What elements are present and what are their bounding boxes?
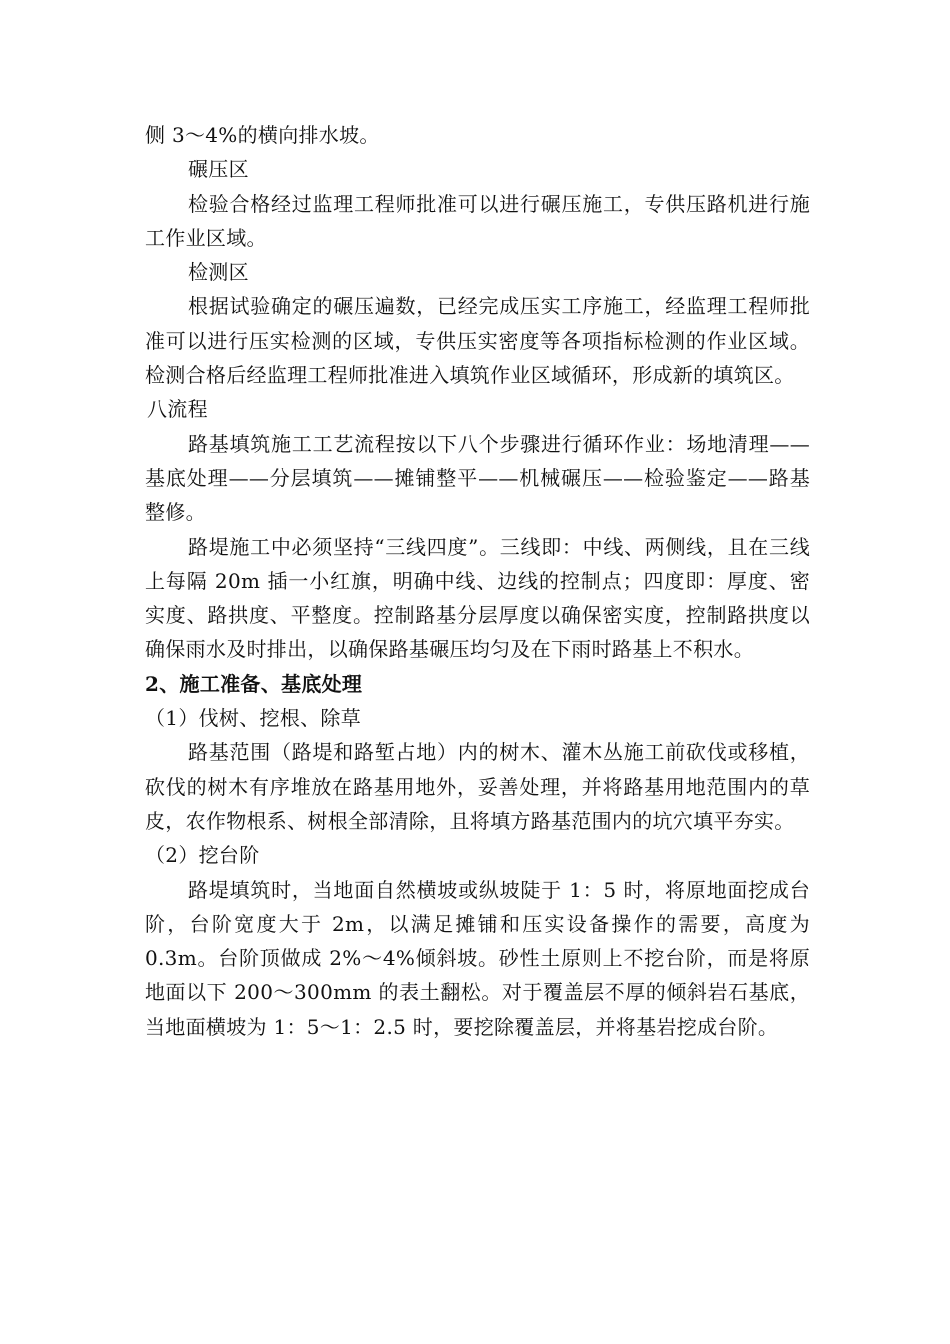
paragraph-testing-zone: 根据试验确定的碾压遍数，已经完成压实工序施工，经监理工程师批准可以进行压实检测的区域，专供压实密度等各项指标检测的作业区域。检测合格后经监理工程师批准进入填筑作业区域循环，形成新的填筑区。 [145, 294, 810, 388]
subheading-clearing: （1）伐树、挖根、除草 [145, 706, 362, 731]
paragraph-rolling-zone: 检验合格经过监理工程师批准可以进行碾压施工，专供压路机进行施工作业区域。 [145, 191, 810, 250]
section-heading-preparation: 2、施工准备、基底处理 [145, 671, 363, 696]
paragraph-drainage-slope: 侧 3～4%的横向排水坡。 [145, 123, 380, 147]
subheading-steps: （2）挖台阶 [145, 843, 260, 868]
heading-testing-zone: 检测区 [188, 260, 249, 285]
heading-rolling-zone: 碾压区 [188, 157, 249, 182]
paragraph-three-lines-four-degrees: 路堤施工中必须坚持“三线四度”。三线即：中线、两侧线，且在三线上每隔 20m 插一小红旗，明确中线、边线的控制点；四度即：厚度、密实度、路拱度、平整度。控制路基分层厚度以确保密实度，控制路拱度以确保雨水及时排出，以确保路基碾压均匀及在下雨时路基上不积水。 [145, 534, 810, 662]
paragraph-clearing: 路基范围（路堤和路堑占地）内的树木、灌木丛施工前砍伐或移植，砍伐的树木有序堆放在路基用地外，妥善处理，并将路基用地范围内的草皮，农作物根系、树根全部清除，且将填方路基范围内的坑穴填平夯实。 [145, 740, 810, 833]
heading-process: 八流程 [147, 397, 208, 422]
paragraph-process-steps: 路基填筑施工工艺流程按以下八个步骤进行循环作业：场地清理——基底处理——分层填筑——摊铺整平——机械碾压——检验鉴定——路基整修。 [145, 431, 810, 525]
document-body [145, 118, 810, 1044]
paragraph-steps: 路堤填筑时，当地面自然横坡或纵坡陡于 1：5 时，将原地面挖成台阶，台阶宽度大于 2m，以满足摊铺和压实设备操作的需要，高度为 0.3m。台阶顶做成 2%～4%倾斜坡。砂性土原则上不挖台阶，而是将原地面以下 200～300mm 的表土翻松。对于覆盖层不厚的倾斜岩石基底，当地面横坡为 1：5～1：2.5 时，要挖除覆盖层，并将基岩挖成台阶。 [145, 877, 810, 1039]
